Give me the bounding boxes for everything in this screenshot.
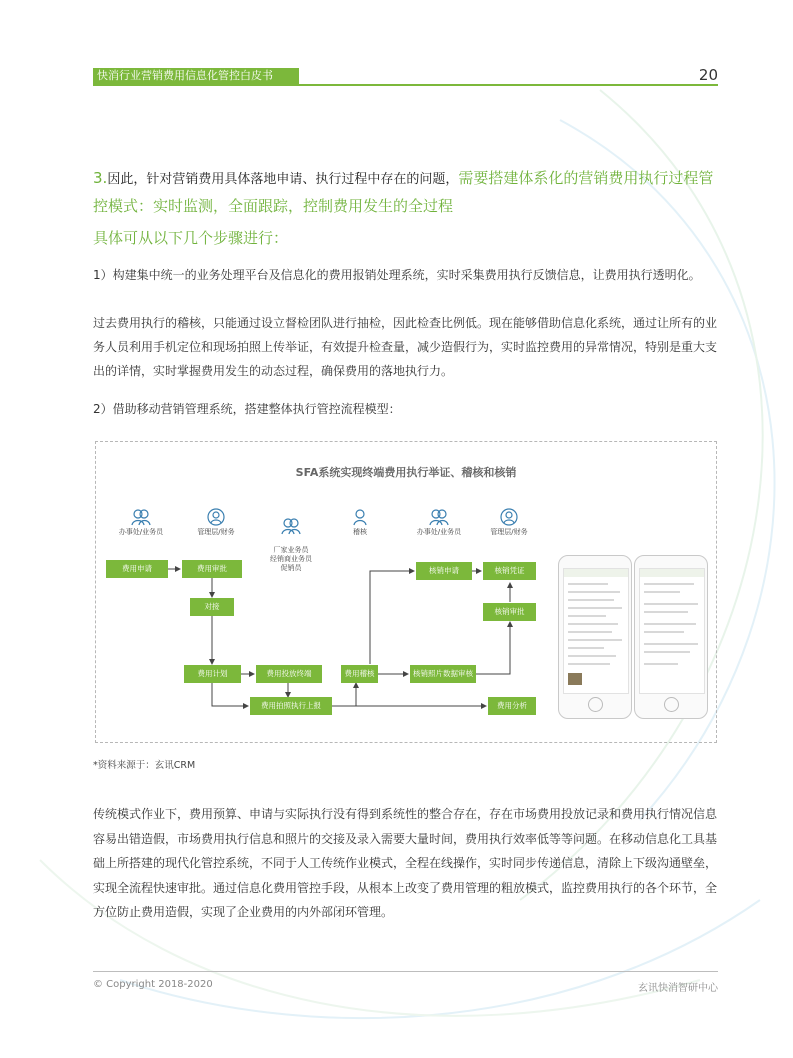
box-writeoff-voucher: 核销凭证 [483,562,536,580]
actor-auditor [315,508,405,537]
box-photo-report: 费用拍照执行上报 [250,697,332,715]
box-writeoff-review: 核销审批 [483,603,536,621]
phone-mockup [634,555,708,719]
paragraph-audit: 过去费用执行的稽核，只能通过设立督检团队进行抽检，因此检查比例低。现在能够借助信息化系统，通过让所有的业务人员利用手机定位和现场拍照上传举证，有效提升检查量，减少造假行为，实时监控费用的异常情况，特别是重大支出的详情，实时掌握费用发生的动态过程，确保费用的落地执行力。 [93,316,718,378]
header-title: 快消行业营销费用信息化管控白皮书 [93,68,299,84]
box-dock: 对接 [190,598,234,616]
box-expense-deliver: 费用投放终端 [256,665,322,683]
section-heading [93,165,718,220]
box-expense-plan: 费用计划 [184,665,241,683]
paragraph-step-2: 2）借助移动营销管理系统，搭建整体执行管控流程模型： [93,402,401,416]
actor-management-2 [464,508,554,537]
phone-mockup [558,555,632,719]
flow-diagram [95,441,717,743]
manager-icon [206,508,226,526]
box-photo-data-review: 核销照片数据审核 [410,665,476,683]
header-divider [93,84,718,86]
footer-org: 玄讯快消智研中心 [638,983,718,994]
actor-label: 稽核 [353,528,367,536]
people-icon [429,508,449,526]
phone-screen [639,568,705,694]
paragraph-summary: 传统模式作业下，费用预算、申请与实际执行没有得到系统性的整合存在，存在市场费用投放记录和费用执行情况信息容易出错造假，市场费用执行信息和照片的交接及录入需要大量时间，费用执行效率低等等问题。在移动信息化工具基础上所搭建的现代化管控系统，不同于人工传统作业模式，全程在线操作，实时同步传递信息，清除上下级沟通壁垒，实现全流程快速审批。通过信息化费用管控手段，从根本上改变了费用管理的粗放模式，监控费用执行的各个环节，全方位防止费用造假，实现了企业费用的内外部闭环管理。 [93,807,718,919]
box-expense-approve: 费用审批 [182,560,242,578]
people-icon [281,517,301,535]
home-button [664,697,679,712]
box-expense-audit: 费用稽核 [341,665,378,683]
actor-label: 厂家业务员 经销商业务员 促销员 [270,546,312,572]
footer-copyright: © Copyright 2018-2020 [93,979,213,990]
actor-label: 管理层/财务 [490,528,528,536]
section-highlight: 需要搭建体系化的营销费用执行过程管控模式：实时监测，全面跟踪，控制费用发生的全过程 [93,169,714,215]
phone-screen [563,568,629,694]
diagram-title: SFA系统实现终端费用执行举证、稽核和核销 [295,466,517,479]
actor-label: 管理层/财务 [197,528,235,536]
person-icon [350,508,370,526]
paragraph-step-1: 1）构建集中统一的业务处理平台及信息化的费用报销处理系统，实时采集费用执行反馈信息，让费用执行透明化。 [93,268,701,282]
actor-label: 办事处/业务员 [118,528,164,536]
box-expense-apply: 费用申请 [106,560,168,578]
box-writeoff-apply: 核销申请 [416,562,472,580]
section-lead: 因此，针对营销费用具体落地申请、执行过程中存在的问题， [107,172,459,187]
actor-label: 办事处/业务员 [416,528,462,536]
section-number: 3. [93,169,108,187]
steps-title: 具体可从以下几个步骤进行： [93,229,289,247]
footer-divider [93,971,718,972]
manager-icon [499,508,519,526]
people-icon [131,508,151,526]
page-number: 20 [698,66,718,84]
source-note: *资料来源于：玄讯CRM [93,760,196,771]
box-expense-analysis: 费用分析 [488,697,536,715]
home-button [588,697,603,712]
